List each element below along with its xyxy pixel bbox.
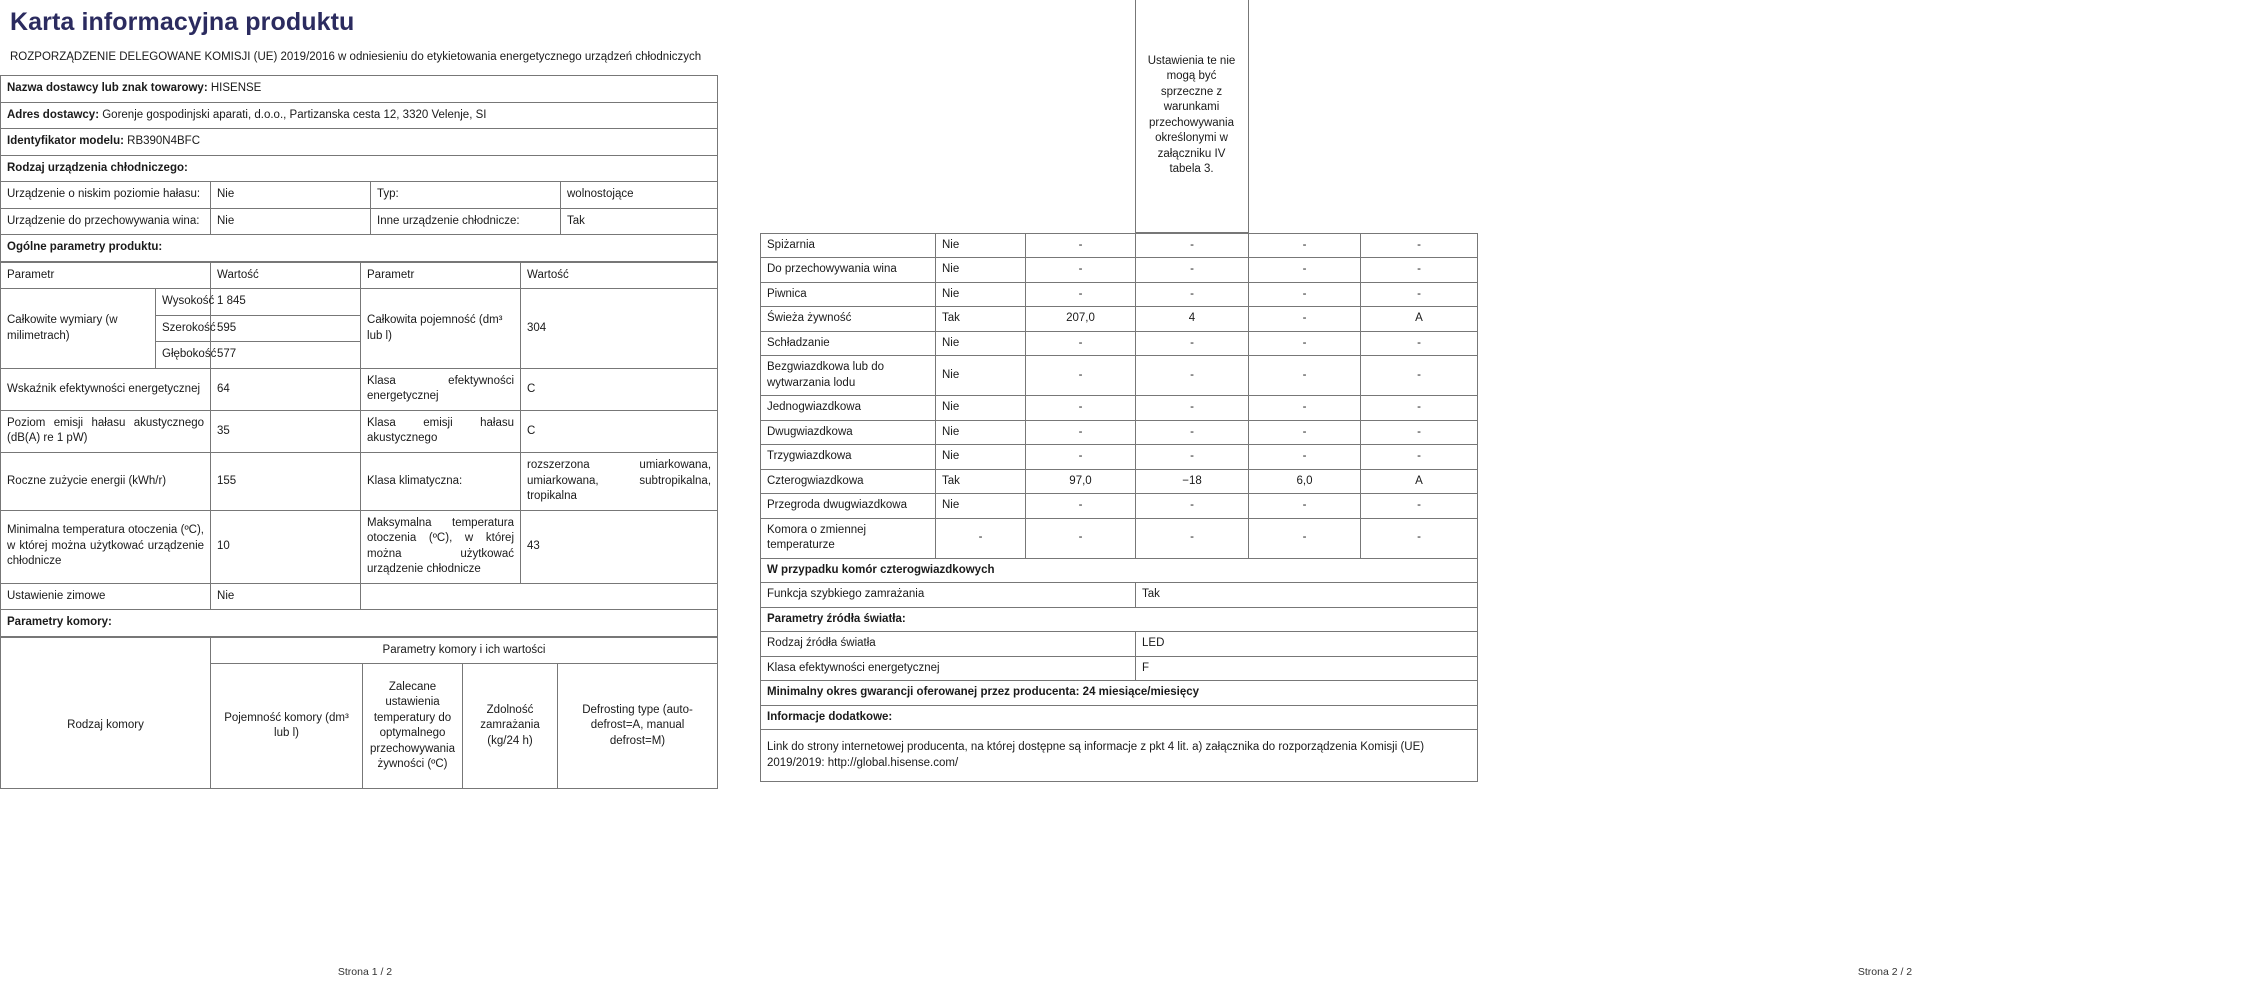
noise-label: Poziom emisji hałasu akustycznego (dB(A) re 1 pW) [1, 410, 211, 452]
compartment-temp-continuation-row [760, 0, 1477, 232]
compartment-temp: - [1136, 445, 1249, 470]
compartment-temp: - [1136, 282, 1249, 307]
compartment-temp-note-text: Ustawienia te nie mogą być sprzeczne z warunkami przechowywania określonymi w załączniku IV tabela 3. [1147, 54, 1236, 176]
col-compartment-capacity: Pojemność komory (dm³ lub l) [211, 664, 363, 789]
page-2-footer: Strona 2 / 2 [1857, 966, 1913, 978]
supplier-address-cell [1, 102, 718, 129]
compartment-present: Tak [936, 469, 1026, 494]
compartment-present: Nie [936, 282, 1026, 307]
supplier-name-value: HISENSE [210, 82, 262, 95]
compartment-defrost: - [1361, 494, 1478, 519]
total-capacity-value: 304 [521, 289, 718, 369]
header-value-2: Wartość [521, 262, 718, 289]
compartment-freeze: - [1249, 494, 1361, 519]
annual-energy-row [1, 452, 718, 510]
light-source-type-row [761, 632, 1478, 657]
compartment-name: Dwugwiazdkowa [761, 420, 936, 445]
compartments-heading: Parametry komory: [1, 610, 718, 637]
general-parameters-table [0, 262, 718, 637]
continuation-blank-4 [1248, 0, 1360, 232]
compartment-temp: - [1136, 258, 1249, 283]
compartment-present: Nie [936, 258, 1026, 283]
col-compartment-type: Rodzaj komory [1, 664, 211, 789]
depth-value: 577 [211, 342, 361, 369]
compartment-present: - [936, 518, 1026, 558]
compartment-defrost: A [1361, 469, 1478, 494]
page-2-column [760, 0, 1913, 986]
compartment-name: Spiżarnia [761, 233, 936, 258]
compartment-temp: - [1136, 233, 1249, 258]
other-appliance-value: Tak [561, 208, 718, 235]
table-row [761, 307, 1478, 332]
climate-class-value: rozszerzona umiarkowana, umiarkowana, subtropikalna, tropikalna [521, 452, 718, 510]
depth-label: Głębokość [156, 342, 211, 369]
compartment-defrost: - [1361, 396, 1478, 421]
compartment-capacity: 207,0 [1026, 307, 1136, 332]
eei-row [1, 368, 718, 410]
model-identifier-row [1, 129, 718, 156]
annual-energy-value: 155 [211, 452, 361, 510]
header-parameter-2: Parametr [361, 262, 521, 289]
compartment-defrost: - [1361, 518, 1478, 558]
compartment-capacity: - [1026, 396, 1136, 421]
compartment-present: Nie [936, 445, 1026, 470]
compartment-temp: - [1136, 396, 1249, 421]
supplier-address-value: Gorenje gospodinjski aparati, d.o.o., Partizanska cesta 12, 3320 Velenje, SI [102, 108, 487, 121]
compartment-freeze: 6,0 [1249, 469, 1361, 494]
appliance-type-heading-row [1, 155, 718, 182]
page-title: Karta informacyjna produktu [10, 8, 355, 36]
compartment-present: Nie [936, 420, 1026, 445]
noise-value: 35 [211, 410, 361, 452]
compartment-name: Komora o zmiennej temperaturze [761, 518, 936, 558]
compartment-subheading-row [1, 637, 718, 664]
compartment-defrost: - [1361, 420, 1478, 445]
compartment-freeze: - [1249, 307, 1361, 332]
compartment-name: Świeża żywność [761, 307, 936, 332]
low-noise-row [1, 182, 718, 209]
general-parameters-heading-row [1, 235, 718, 262]
table-row [761, 518, 1478, 558]
compartment-defrost: - [1361, 445, 1478, 470]
table-row [761, 469, 1478, 494]
width-label: Szerokość [156, 315, 211, 342]
light-source-type-value: LED [1136, 632, 1478, 657]
col-compartment-temp: Zalecane ustawienia temperatury do optymalnego przechowywania żywności (ºC) [363, 664, 463, 789]
compartment-temp: - [1136, 420, 1249, 445]
compartments-heading-row [1, 610, 718, 637]
compartment-name: Jednogwiazdkowa [761, 396, 936, 421]
compartment-present: Tak [936, 307, 1026, 332]
dimensions-height-row [1, 289, 718, 316]
compartment-columns-row [1, 664, 718, 789]
supplier-address-row [1, 102, 718, 129]
table-row [761, 494, 1478, 519]
compartment-temp: - [1136, 331, 1249, 356]
light-source-heading-row [761, 607, 1478, 632]
compartment-capacity: - [1026, 331, 1136, 356]
supplier-name-cell [1, 76, 718, 103]
table-row [761, 396, 1478, 421]
appliance-type-value: wolnostojące [561, 182, 718, 209]
compartment-header-table [0, 637, 718, 790]
table-row [761, 356, 1478, 396]
noise-class-value: C [521, 410, 718, 452]
max-temp-value: 43 [521, 510, 718, 583]
dimensions-label: Całkowite wymiary (w milimetrach) [1, 289, 156, 369]
fast-freeze-label: Funkcja szybkiego zamrażania [761, 583, 1136, 608]
table-row [761, 420, 1478, 445]
compartment-freeze: - [1249, 356, 1361, 396]
fast-freeze-row [761, 583, 1478, 608]
col-compartment-defrost: Defrosting type (auto-defrost=A, manual defrost=M) [558, 664, 718, 789]
compartment-capacity: - [1026, 356, 1136, 396]
compartment-present: Nie [936, 494, 1026, 519]
continuation-blank-3 [1025, 0, 1135, 232]
table-row [761, 233, 1478, 258]
compartment-present: Nie [936, 233, 1026, 258]
compartment-capacity: - [1026, 233, 1136, 258]
compartment-name: Piwnica [761, 282, 936, 307]
supplier-name-label: Nazwa dostawcy lub znak towarowy: [7, 82, 208, 95]
compartment-name: Bezgwiazdkowa lub do wytwarzania lodu [761, 356, 936, 396]
continuation-blank-5 [1360, 0, 1477, 232]
compartment-temp: 4 [1136, 307, 1249, 332]
model-identifier-label: Identyfikator modelu: [7, 135, 124, 148]
min-temp-value: 10 [211, 510, 361, 583]
total-capacity-label: Całkowita pojemność (dm³ lub l) [361, 289, 521, 369]
eei-label: Wskaźnik efektywności energetycznej [1, 368, 211, 410]
compartment-capacity: 97,0 [1026, 469, 1136, 494]
general-parameters-heading: Ogólne parametry produktu: [1, 235, 718, 262]
compartment-defrost: - [1361, 233, 1478, 258]
table-row [761, 258, 1478, 283]
header-value-1: Wartość [211, 262, 361, 289]
climate-class-label: Klasa klimatyczna: [361, 452, 521, 510]
additional-text: Link do strony internetowej producenta, na której dostępne są informacje z pkt 4 lit. a) załącznika do rozporządzenia Komisji (UE) 2019/2019: http://global.hisense.com/ [761, 730, 1478, 782]
fast-freeze-value: Tak [1136, 583, 1478, 608]
compartment-temp: - [1136, 494, 1249, 519]
compartment-capacity: - [1026, 282, 1136, 307]
appliance-type-heading: Rodzaj urządzenia chłodniczego: [1, 155, 718, 182]
compartment-defrost: A [1361, 307, 1478, 332]
winter-setting-label: Ustawienie zimowe [1, 583, 211, 610]
light-source-class-value: F [1136, 656, 1478, 681]
max-temp-label: Maksymalna temperatura otoczenia (ºC), w której można użytkować urządzenie chłodnicze [361, 510, 521, 583]
compartment-name: Przegroda dwugwiazdkowa [761, 494, 936, 519]
model-identifier-value: RB390N4BFC [127, 135, 201, 148]
compartment-name: Do przechowywania wina [761, 258, 936, 283]
light-source-type-label: Rodzaj źródła światła [761, 632, 1136, 657]
width-value: 595 [211, 315, 361, 342]
warranty-row [761, 681, 1478, 706]
winter-setting-row [1, 583, 718, 610]
other-appliance-label: Inne urządzenie chłodnicze: [371, 208, 561, 235]
height-value: 1 845 [211, 289, 361, 316]
appliance-type-label: Typ: [371, 182, 561, 209]
four-star-heading: W przypadku komór czterogwiazdkowych [761, 558, 1478, 583]
table-row [761, 282, 1478, 307]
compartment-name: Schładzanie [761, 331, 936, 356]
compartment-freeze: - [1249, 518, 1361, 558]
compartment-rows-table [760, 233, 1478, 783]
compartment-freeze: - [1249, 396, 1361, 421]
regulation-intro: ROZPORZĄDZENIE DELEGOWANE KOMISJI (UE) 2019/2016 w odniesieniu do etykietowania energetycznego urządzeń chłodniczych [10, 51, 702, 63]
general-header-row [1, 262, 718, 289]
height-label: Wysokość [156, 289, 211, 316]
compartment-temp-note [1135, 0, 1248, 232]
table-row [761, 445, 1478, 470]
wine-storage-value: Nie [211, 208, 371, 235]
additional-heading: Informacje dodatkowe: [761, 705, 1478, 730]
warranty-text: Minimalny okres gwarancji oferowanej przez producenta: 24 miesiące/miesięcy [761, 681, 1478, 706]
low-noise-value: Nie [211, 182, 371, 209]
compartment-defrost: - [1361, 258, 1478, 283]
table-row [761, 331, 1478, 356]
energy-class-value: C [521, 368, 718, 410]
winter-setting-value: Nie [211, 583, 361, 610]
noise-class-label: Klasa emisji hałasu akustycznego [361, 410, 521, 452]
continuation-blank-2 [935, 0, 1025, 232]
compartment-present: Nie [936, 356, 1026, 396]
additional-heading-row [761, 705, 1478, 730]
compartment-defrost: - [1361, 331, 1478, 356]
energy-class-label: Klasa efektywności energetycznej [361, 368, 521, 410]
supplier-and-type-table [0, 75, 718, 262]
page-1-column [0, 0, 730, 986]
wine-storage-row [1, 208, 718, 235]
eei-value: 64 [211, 368, 361, 410]
supplier-name-row [1, 76, 718, 103]
compartment-present: Nie [936, 396, 1026, 421]
min-temp-label: Minimalna temperatura otoczenia (ºC), w której można użytkować urządzenie chłodnicze [1, 510, 211, 583]
compartment-freeze: - [1249, 282, 1361, 307]
compartment-temp: - [1136, 518, 1249, 558]
page-1-footer: Strona 1 / 2 [337, 966, 393, 978]
compartment-present: Nie [936, 331, 1026, 356]
continuation-blank-1 [760, 0, 935, 232]
compartment-name: Trzygwiazdkowa [761, 445, 936, 470]
compartment-capacity: - [1026, 420, 1136, 445]
winter-setting-empty [361, 583, 718, 610]
compartment-defrost: - [1361, 356, 1478, 396]
compartment-type-corner [1, 637, 211, 664]
col-compartment-freeze: Zdolność zamrażania (kg/24 h) [463, 664, 558, 789]
model-identifier-cell [1, 129, 718, 156]
compartment-continuation-table [760, 0, 1477, 233]
min-temp-row [1, 510, 718, 583]
noise-row [1, 410, 718, 452]
compartment-capacity: - [1026, 518, 1136, 558]
compartment-freeze: - [1249, 420, 1361, 445]
compartment-capacity: - [1026, 494, 1136, 519]
compartment-freeze: - [1249, 258, 1361, 283]
compartment-temp: - [1136, 356, 1249, 396]
additional-text-row [761, 730, 1478, 782]
compartment-capacity: - [1026, 258, 1136, 283]
light-source-class-label: Klasa efektywności energetycznej [761, 656, 1136, 681]
compartment-capacity: - [1026, 445, 1136, 470]
supplier-address-label: Adres dostawcy: [7, 108, 100, 121]
low-noise-label: Urządzenie o niskim poziomie hałasu: [1, 182, 211, 209]
compartment-freeze: - [1249, 331, 1361, 356]
compartment-temp: −18 [1136, 469, 1249, 494]
compartment-name: Czterogwiazdkowa [761, 469, 936, 494]
wine-storage-label: Urządzenie do przechowywania wina: [1, 208, 211, 235]
compartment-defrost: - [1361, 282, 1478, 307]
compartment-freeze: - [1249, 445, 1361, 470]
light-source-class-row [761, 656, 1478, 681]
compartment-subheading: Parametry komory i ich wartości [211, 637, 718, 664]
header-parameter-1: Parametr [1, 262, 211, 289]
light-source-heading: Parametry źródła światła: [761, 607, 1478, 632]
annual-energy-label: Roczne zużycie energii (kWh/r) [1, 452, 211, 510]
four-star-heading-row [761, 558, 1478, 583]
compartment-freeze: - [1249, 233, 1361, 258]
